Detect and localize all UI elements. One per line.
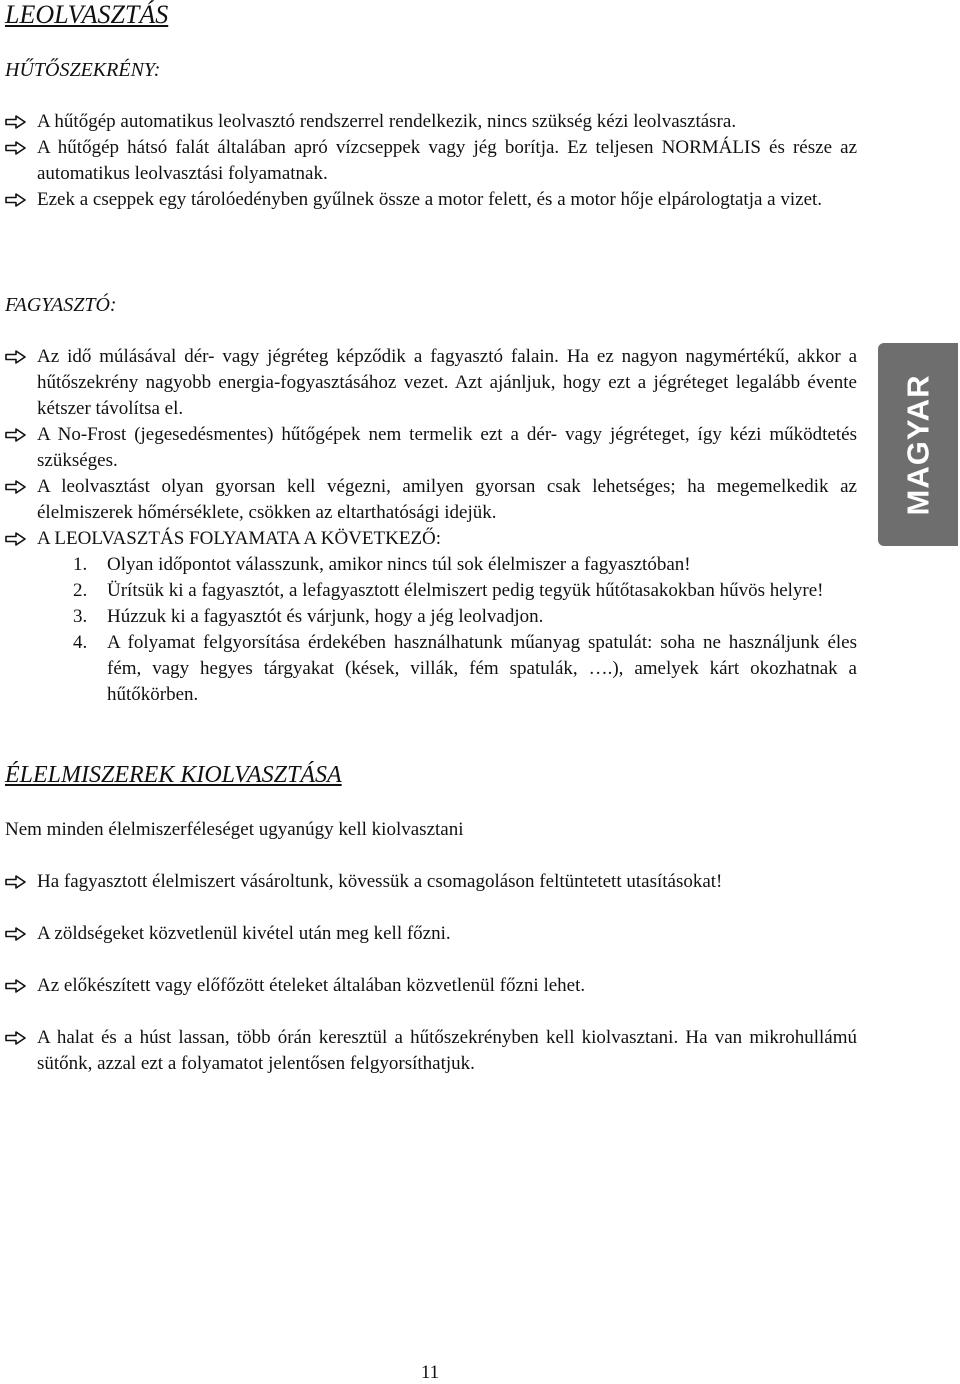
step-number: 1.: [73, 554, 88, 575]
thaw-section-title: ÉLELMISZEREK KIOLVASZTÁSA: [5, 762, 342, 788]
bullet-text: A No-Frost (jegesedésmentes) hűtőgépek nem termelik ezt a dér- vagy jégréteget, így kézi működtetés szükséges.: [37, 424, 857, 471]
language-label: MAGYAR: [900, 374, 935, 515]
arrow-right-outline-icon: [5, 875, 27, 889]
list-item: [5, 1025, 857, 1077]
bullet-text: Az előkészített vagy előfőzött ételeket általában közvetlenül főzni lehet.: [37, 975, 586, 996]
freezer-heading: FAGYASZTÓ:: [5, 294, 117, 316]
thaw-intro: Nem minden élelmiszerféleséget ugyanúgy kell kiolvasztani: [5, 819, 464, 840]
bullet-text: Ezek a cseppek egy tárolóedényben gyűlnek össze a motor felett, és a motor hője elpárologtatja a vizet.: [37, 189, 823, 210]
list-item: [5, 344, 857, 422]
list-item: [5, 552, 857, 578]
step-number: 2.: [73, 580, 88, 601]
list-item: [5, 474, 857, 526]
arrow-right-outline-icon: [5, 927, 27, 941]
arrow-right-outline-icon: [5, 141, 27, 155]
list-item: [5, 869, 857, 895]
arrow-right-outline-icon: [5, 1031, 27, 1045]
thaw-bullet-list: [5, 869, 857, 1077]
bullet-text: A hűtőgép hátsó falát általában apró vízcseppek vagy jég borítja. Ez teljesen NORMÁLIS és része az automatikus leolvasztási folyamatnak.: [37, 137, 857, 184]
arrow-right-outline-icon: [5, 979, 27, 993]
step-number: 4.: [73, 632, 88, 653]
bullet-text: A LEOLVASZTÁS FOLYAMATA A KÖVETKEZŐ:: [37, 528, 442, 549]
defrost-steps-list: [5, 552, 857, 708]
list-item: [5, 422, 857, 474]
list-item: [5, 604, 857, 630]
language-side-tab: [878, 343, 958, 546]
bullet-text: A leolvasztást olyan gyorsan kell végezni, amilyen gyorsan csak lehetséges; ha megemelkedik az élelmiszerek hőmérséklete, csökken az eltarthatósági idejük.: [37, 476, 857, 523]
list-item: [5, 187, 857, 213]
list-item: [5, 921, 857, 947]
list-item: [5, 109, 857, 135]
list-item: [5, 578, 857, 604]
arrow-right-outline-icon: [5, 428, 27, 442]
freezer-bullet-list: [5, 344, 857, 708]
bullet-text: Ha fagyasztott élelmiszert vásároltunk, kövessük a csomagoláson feltüntetett utasításokat!: [37, 871, 723, 892]
list-item: [5, 973, 857, 999]
bullet-text: A hűtőgép automatikus leolvasztó rendszerrel rendelkezik, nincs szükség kézi leolvasztásra.: [37, 111, 737, 132]
arrow-right-outline-icon: [5, 350, 27, 364]
fridge-heading: HŰTŐSZEKRÉNY:: [5, 59, 161, 81]
list-item: [5, 630, 857, 708]
arrow-right-outline-icon: [5, 480, 27, 494]
step-text: Olyan időpontot válasszunk, amikor nincs túl sok élelmiszer a fagyasztóban!: [107, 554, 691, 575]
bullet-text: Az idő múlásával dér- vagy jégréteg képződik a fagyasztó falain. Ha ez nagyon nagymértékű, akkor a hűtőszekrény nagyobb energia-fogyasztásához vezet. Azt ajánljuk, hogy ezt a jégréteget legalább évente kétszer távolítsa el.: [37, 346, 857, 419]
step-number: 3.: [73, 606, 88, 627]
bullet-text: A halat és a húst lassan, több órán keresztül a hűtőszekrényben kell kiolvasztani. Ha van mikrohullámú sütőnk, azzal ezt a folyamatot jelentősen felgyorsíthatjuk.: [37, 1027, 857, 1074]
list-item: [5, 135, 857, 187]
page-number: 11: [420, 1362, 440, 1383]
page-title: LEOLVASZTÁS: [5, 0, 169, 29]
arrow-right-outline-icon: [5, 193, 27, 207]
step-text: A folyamat felgyorsítása érdekében használhatunk műanyag spatulát: soha ne használjunk éles fém, vagy hegyes tárgyakat (kések, villák, fém spatulák, ….), amelyek kárt okozhatnak a hűtőkörben.: [107, 632, 857, 705]
list-item: [5, 526, 857, 708]
arrow-right-outline-icon: [5, 115, 27, 129]
step-text: Ürítsük ki a fagyasztót, a lefagyasztott élelmiszert pedig tegyük hűtőtasakokban hűvös helyre!: [107, 580, 824, 601]
arrow-right-outline-icon: [5, 532, 27, 546]
bullet-text: A zöldségeket közvetlenül kivétel után meg kell főzni.: [37, 923, 451, 944]
fridge-bullet-list: [5, 109, 857, 213]
step-text: Húzzuk ki a fagyasztót és várjunk, hogy a jég leolvadjon.: [107, 606, 544, 627]
